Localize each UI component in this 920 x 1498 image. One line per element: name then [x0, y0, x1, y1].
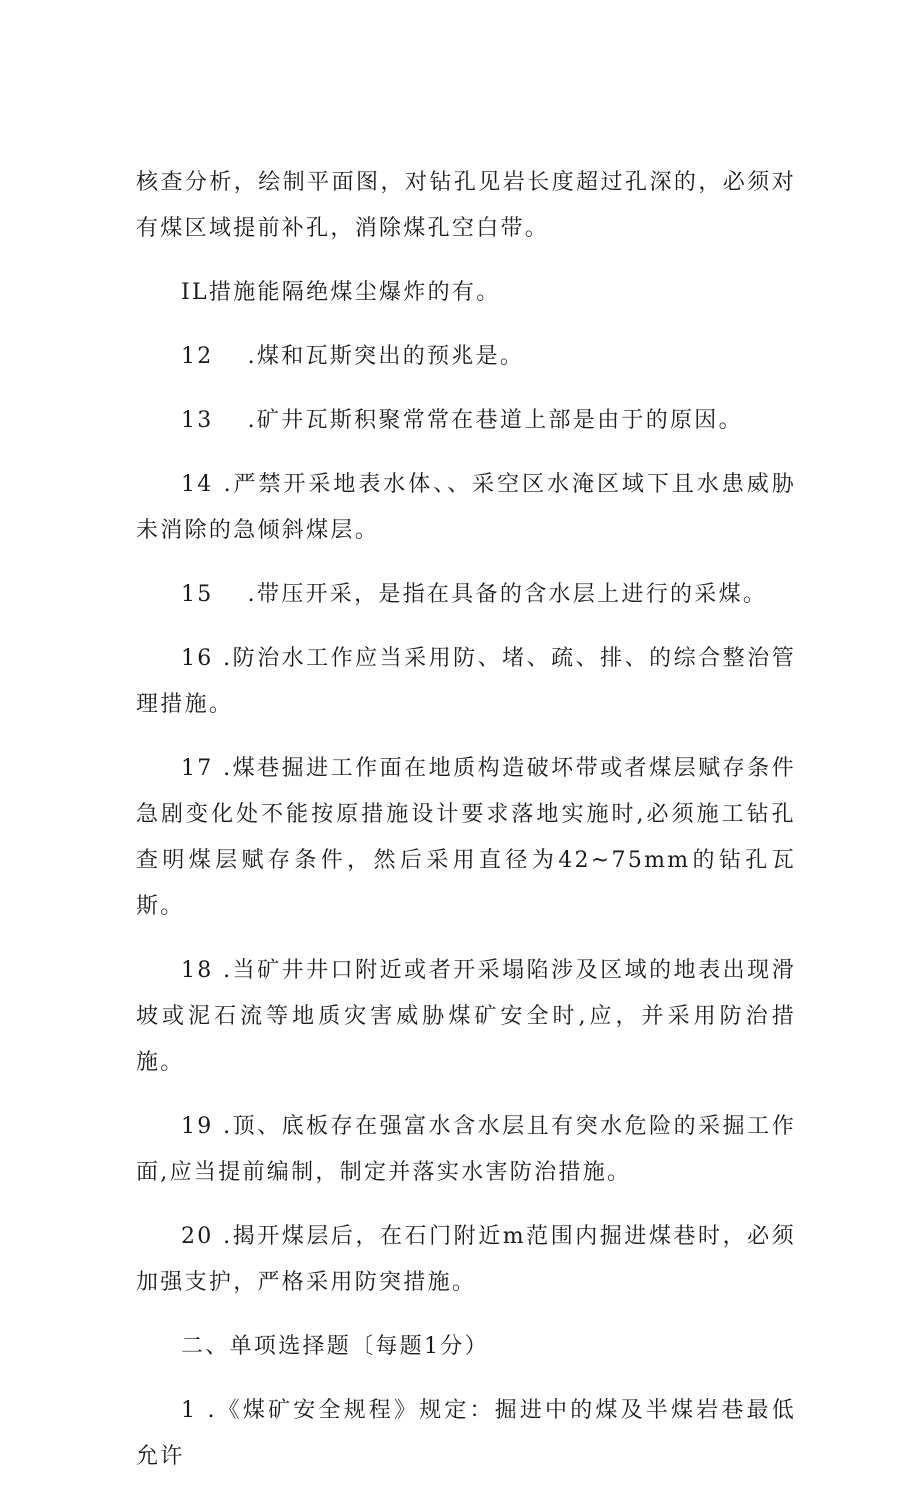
question-number: 15: [181, 582, 214, 607]
question-11: IL措施能隔绝煤尘爆炸的有。: [181, 280, 501, 305]
question-20: [136, 1214, 796, 1306]
question-number: 16: [181, 646, 214, 671]
question-number: 17: [181, 756, 214, 781]
question-15: [136, 572, 796, 618]
question-text: .严禁开采地表水体、、采空区水淹区域下且水患威胁未消除的急倾斜煤层。: [136, 472, 797, 543]
question-text: .当矿井井口附近或者开采塌陷涉及区域的地表出现滑坡或泥石流等地质灾害威胁煤矿安全时,应，并采用防治措施。: [136, 958, 796, 1075]
question-19: [136, 1104, 796, 1196]
paragraph-continuation: 核查分析，绘制平面图，对钻孔见岩长度超过孔深的，必须对有煤区域提前补孔，消除煤孔空白带。: [136, 170, 796, 241]
question-14: [136, 462, 796, 554]
question-number: 14: [181, 472, 214, 497]
question-number: 19: [181, 1114, 214, 1139]
question-12: [136, 334, 796, 380]
question-16: [136, 636, 796, 728]
choice-question-1: [136, 1388, 796, 1480]
question-18: [136, 948, 796, 1086]
question-text: .《煤矿安全规程》规定：掘进中的煤及半煤岩巷最低允许: [136, 1398, 796, 1469]
question-number: 18: [181, 958, 214, 983]
question-13: [136, 398, 796, 444]
question-text: .顶、底板存在强富水含水层且有突水危险的采掘工作面,应当提前编制，制定并落实水害防治措施。: [136, 1114, 796, 1185]
question-text: .揭开煤层后，在石门附近m范围内掘进煤巷时，必须加强支护，严格采用防突措施。: [136, 1224, 796, 1295]
question-text: .煤巷掘进工作面在地质构造破坏带或者煤层赋存条件急剧变化处不能按原措施设计要求落地实施时,必须施工钻孔查明煤层赋存条件，然后采用直径为42~75mm的钻孔瓦斯。: [136, 756, 796, 919]
question-text: .矿井瓦斯积聚常常在巷道上部是由于的原因。: [247, 408, 743, 433]
question-text: .带压开采，是指在具备的含水层上进行的采煤。: [247, 582, 768, 607]
question-number: 20: [181, 1224, 214, 1249]
question-text: .煤和瓦斯突出的预兆是。: [247, 344, 525, 369]
section-heading: 二、单项选择题〔每题1分）: [181, 1334, 489, 1359]
question-number: 1: [181, 1398, 198, 1423]
document-body: [136, 160, 796, 1498]
question-number: 13: [181, 408, 214, 433]
question-17: [136, 746, 796, 930]
question-number: 12: [181, 344, 214, 369]
question-text: .防治水工作应当采用防、堵、疏、排、的综合整治管理措施。: [136, 646, 796, 717]
